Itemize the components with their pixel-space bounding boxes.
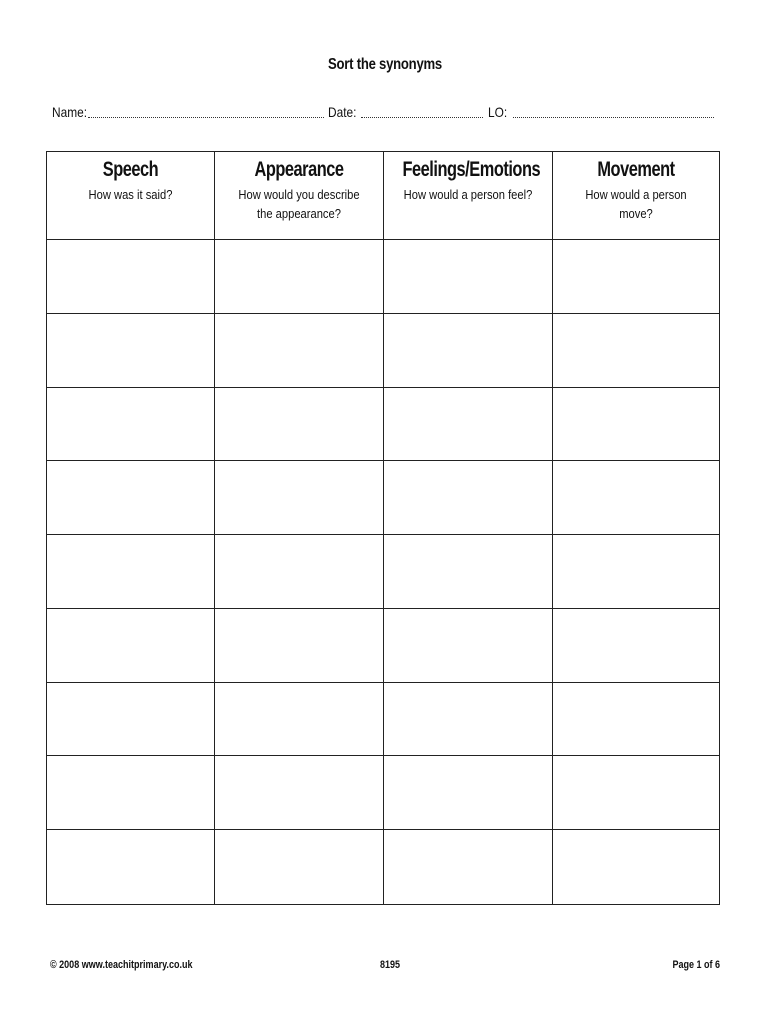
table-cell[interactable] <box>215 756 384 830</box>
column-header-speech <box>47 152 215 240</box>
table-cell[interactable] <box>47 609 215 683</box>
table-cell[interactable] <box>215 388 384 462</box>
table-cell[interactable] <box>47 830 215 904</box>
column-heading: Feelings/Emotions <box>402 158 541 181</box>
table-cell[interactable] <box>215 535 384 609</box>
page-number: Page 1 of 6 <box>672 959 720 971</box>
table-cell[interactable] <box>215 461 384 535</box>
table-cell[interactable] <box>47 240 215 314</box>
table-cell[interactable] <box>553 830 719 904</box>
table-cell[interactable] <box>553 461 719 535</box>
table-cell[interactable] <box>47 388 215 462</box>
date-field[interactable] <box>361 117 483 118</box>
synonym-sorting-table <box>46 151 720 905</box>
table-cell[interactable] <box>384 461 553 535</box>
column-prompt: How would you describe the appearance? <box>238 187 360 221</box>
column-prompt: How was it said? <box>88 187 173 202</box>
copyright-text: © 2008 www.teachitprimary.co.uk <box>50 959 193 971</box>
table-cell[interactable] <box>47 683 215 757</box>
page-footer <box>50 959 720 975</box>
column-heading: Movement <box>597 158 675 181</box>
table-cell[interactable] <box>553 683 719 757</box>
page-title: Sort the synonyms <box>328 56 442 73</box>
table-cell[interactable] <box>215 683 384 757</box>
table-cell[interactable] <box>553 609 719 683</box>
table-cell[interactable] <box>384 756 553 830</box>
table-cell[interactable] <box>384 830 553 904</box>
table-cell[interactable] <box>47 756 215 830</box>
table-cell[interactable] <box>553 535 719 609</box>
date-label: Date: <box>328 104 357 120</box>
document-code: 8195 <box>380 959 401 971</box>
table-cell[interactable] <box>553 756 719 830</box>
table-cell[interactable] <box>215 609 384 683</box>
table-cell[interactable] <box>553 314 719 388</box>
table-cell[interactable] <box>384 683 553 757</box>
name-field[interactable] <box>88 117 324 118</box>
table-cell[interactable] <box>47 461 215 535</box>
table-cell[interactable] <box>47 314 215 388</box>
table-cell[interactable] <box>553 240 719 314</box>
lo-label: LO: <box>488 104 508 120</box>
column-heading: Appearance <box>254 158 344 181</box>
table-cell[interactable] <box>215 240 384 314</box>
table-cell[interactable] <box>553 388 719 462</box>
name-label: Name: <box>52 104 88 120</box>
table-cell[interactable] <box>47 535 215 609</box>
column-heading: Speech <box>102 158 159 181</box>
student-details-line <box>52 104 714 124</box>
table-cell[interactable] <box>384 388 553 462</box>
table-cell[interactable] <box>384 535 553 609</box>
column-prompt: How would a person feel? <box>403 187 533 202</box>
column-header-movement <box>553 152 719 240</box>
table-cell[interactable] <box>384 609 553 683</box>
table-cell[interactable] <box>215 314 384 388</box>
table-cell[interactable] <box>384 314 553 388</box>
column-header-feelings-emotions <box>384 152 553 240</box>
column-header-appearance <box>215 152 384 240</box>
table-cell[interactable] <box>215 830 384 904</box>
table-cell[interactable] <box>384 240 553 314</box>
lo-field[interactable] <box>513 117 714 118</box>
column-prompt: How would a person move? <box>585 187 687 221</box>
